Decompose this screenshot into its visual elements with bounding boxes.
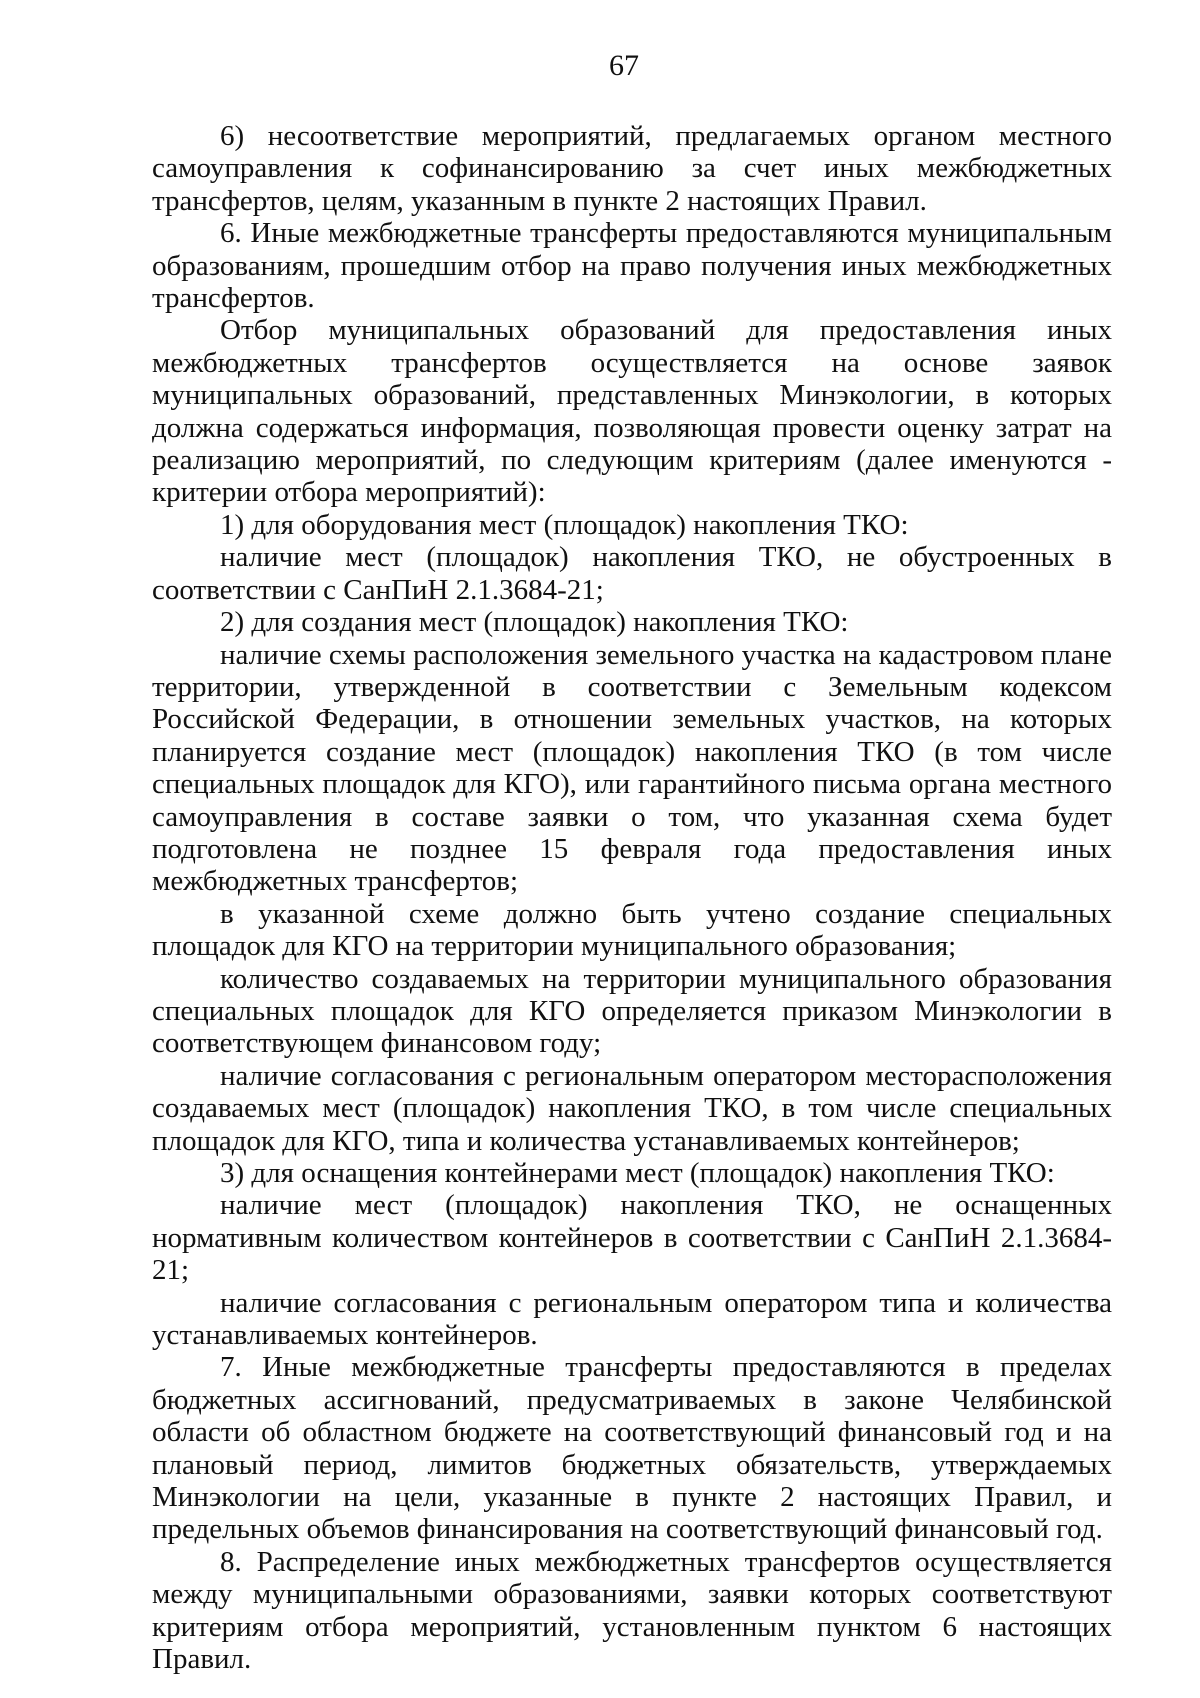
paragraph: наличие схемы расположения земельного участка на кадастровом плане территории, утвержденной в соответствии с Земельным кодексом Российской Федерации, в отношении земельных участков, на которых планируется создание мест (площадок) накопления ТКО (в том числе специальных площадок для КГО), или гарантийного письма органа местного самоуправления в составе заявки о том, что указанная схема будет подготовлена не позднее 15 февраля года предоставления иных межбюджетных трансфертов; <box>152 638 1112 898</box>
document-body <box>152 120 1112 1676</box>
paragraph: в указанной схеме должно быть учтено создание специальных площадок для КГО на территории муниципального образования; <box>152 897 1112 963</box>
paragraph: наличие согласования с региональным оператором месторасположения создаваемых мест (площадок) накопления ТКО, в том числе специальных площадок для КГО, типа и количества устанавливаемых контейнеров; <box>152 1059 1112 1157</box>
paragraph: 1) для оборудования мест (площадок) накопления ТКО: <box>220 508 909 541</box>
paragraph: 2) для создания мест (площадок) накопления ТКО: <box>220 606 849 639</box>
paragraph: 6) несоответствие мероприятий, предлагаемых органом местного самоуправления к софинансированию за счет иных межбюджетных трансфертов, целям, указанным в пункте 2 настоящих Правил. <box>152 120 1112 217</box>
paragraph: наличие мест (площадок) накопления ТКО, не оснащенных нормативным количеством контейнеров в соответствии с СанПиН 2.1.3684-21; <box>152 1189 1112 1287</box>
paragraph: 8. Распределение иных межбюджетных трансфертов осуществляется между муниципальными образованиями, заявки которых соответствуют критериям отбора мероприятий, установленным пунктом 6 настоящих Правил. <box>152 1545 1112 1676</box>
paragraph: наличие согласования с региональным оператором типа и количества устанавливаемых контейнеров. <box>152 1286 1112 1352</box>
paragraph: 3) для оснащения контейнерами мест (площадок) накопления ТКО: <box>220 1157 1055 1189</box>
paragraph: количество создаваемых на территории муниципального образования специальных площадок для КГО определяется приказом Минэкологии в соответствующем финансовом году; <box>152 962 1112 1060</box>
paragraph: 6. Иные межбюджетные трансферты предоставляются муниципальным образованиям, прошедшим отбор на право получения иных межбюджетных трансфертов. <box>152 217 1112 315</box>
paragraph: Отбор муниципальных образований для предоставления иных межбюджетных трансфертов осуществляется на основе заявок муниципальных образований, представленных Минэкологии, в которых должна содержаться информация, позволяющая провести оценку затрат на реализацию мероприятий, по следующим критериям (далее именуются - критерии отбора мероприятий): <box>152 314 1112 509</box>
paragraph: 7. Иные межбюджетные трансферты предоставляются в пределах бюджетных ассигнований, предусматриваемых в законе Челябинской области об областном бюджете на соответствующий финансовый год и на плановый период, лимитов бюджетных обязательств, утверждаемых Минэкологии на цели, указанные в пункте 2 настоящих Правил, и предельных объемов финансирования на соответствующий финансовый год. <box>152 1351 1112 1546</box>
paragraph: наличие мест (площадок) накопления ТКО, не обустроенных в соответствии с СанПиН 2.1.3684-21; <box>152 541 1112 606</box>
page-number: 67 <box>609 49 639 82</box>
